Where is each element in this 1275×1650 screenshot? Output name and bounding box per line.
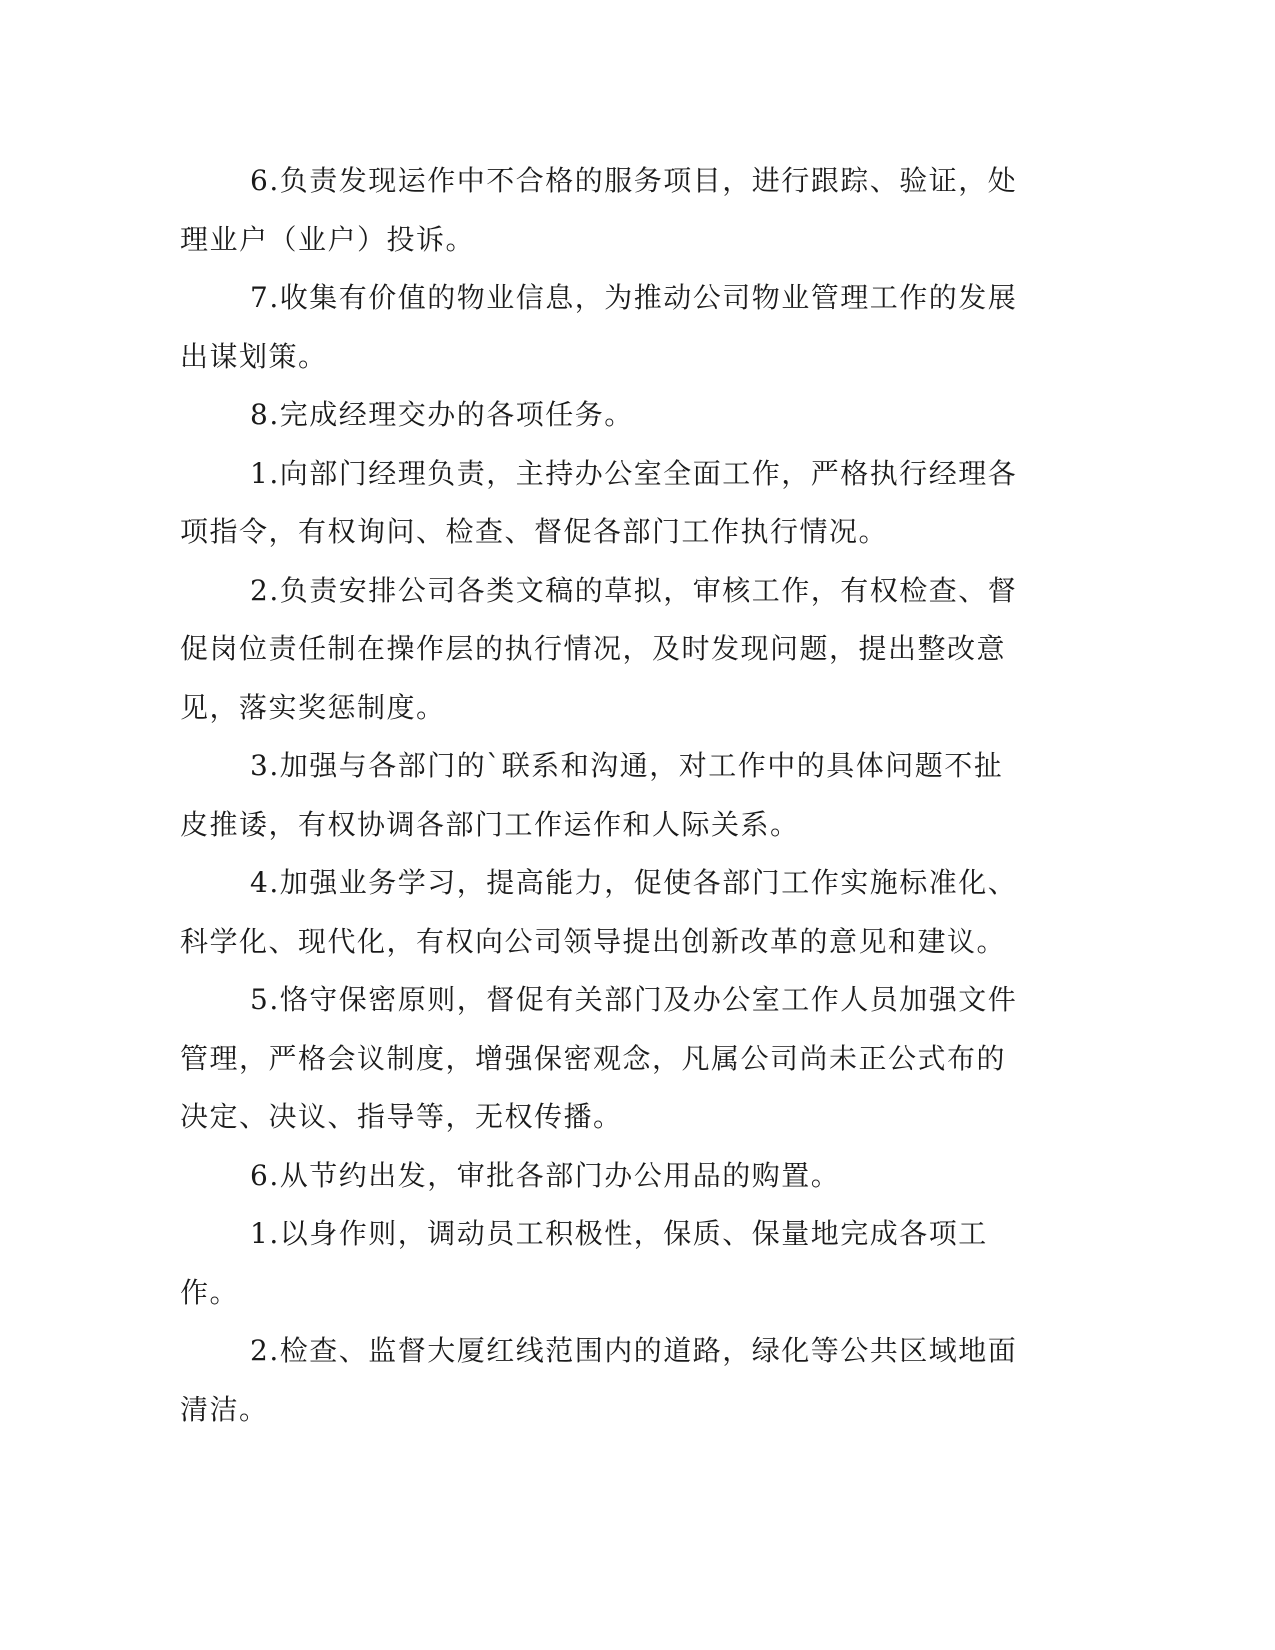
paragraph-item-2-cleaning: 2.检查、监督大厦红线范围内的道路，绿化等公共区域地面清洁。 — [180, 1334, 1018, 1426]
paragraph-item-5-confidentiality: 5.恪守保密原则，督促有关部门及办公室工作人员加强文件管理，严格会议制度，增强保密观念，凡属公司尚未正公式布的决定、决议、指导等，无权传播。 — [180, 983, 1018, 1133]
paragraph-item-1-office-work: 1.向部门经理负责，主持办公室全面工作，严格执行经理各项指令，有权询问、检查、督促各部门工作执行情况。 — [180, 456, 1018, 548]
document-body — [180, 152, 1032, 1439]
paragraph-item-6-complaints: 6.负责发现运作中不合格的服务项目，进行跟踪、验证，处理业户（业户）投诉。 — [180, 164, 1018, 256]
paragraph-item-6-purchasing: 6.从节约出发，审批各部门办公用品的购置。 — [250, 1158, 841, 1192]
paragraph-item-2-drafting: 2.负责安排公司各类文稿的草拟，审核工作，有权检查、督促岗位责任制在操作层的执行情况，及时发现问题，提出整改意见，落实奖惩制度。 — [180, 573, 1018, 724]
paragraph-item-8-tasks: 8.完成经理交办的各项任务。 — [250, 398, 634, 431]
paragraph-item-3-coordination: 3.加强与各部门的`联系和沟通，对工作中的具体问题不扯皮推诿，有权协调各部门工作运作和人际关系。 — [180, 749, 1004, 841]
paragraph-item-7-information: 7.收集有价值的物业信息，为推动公司物业管理工作的发展出谋划策。 — [180, 281, 1018, 373]
paragraph-item-1-lead-by-example: 1.以身作则，调动员工积极性，保质、保量地完成各项工作。 — [180, 1217, 988, 1309]
paragraph-item-4-learning: 4.加强业务学习，提高能力，促使各部门工作实施标准化、科学化、现代化，有权向公司领导提出创新改革的意见和建议。 — [180, 866, 1018, 958]
